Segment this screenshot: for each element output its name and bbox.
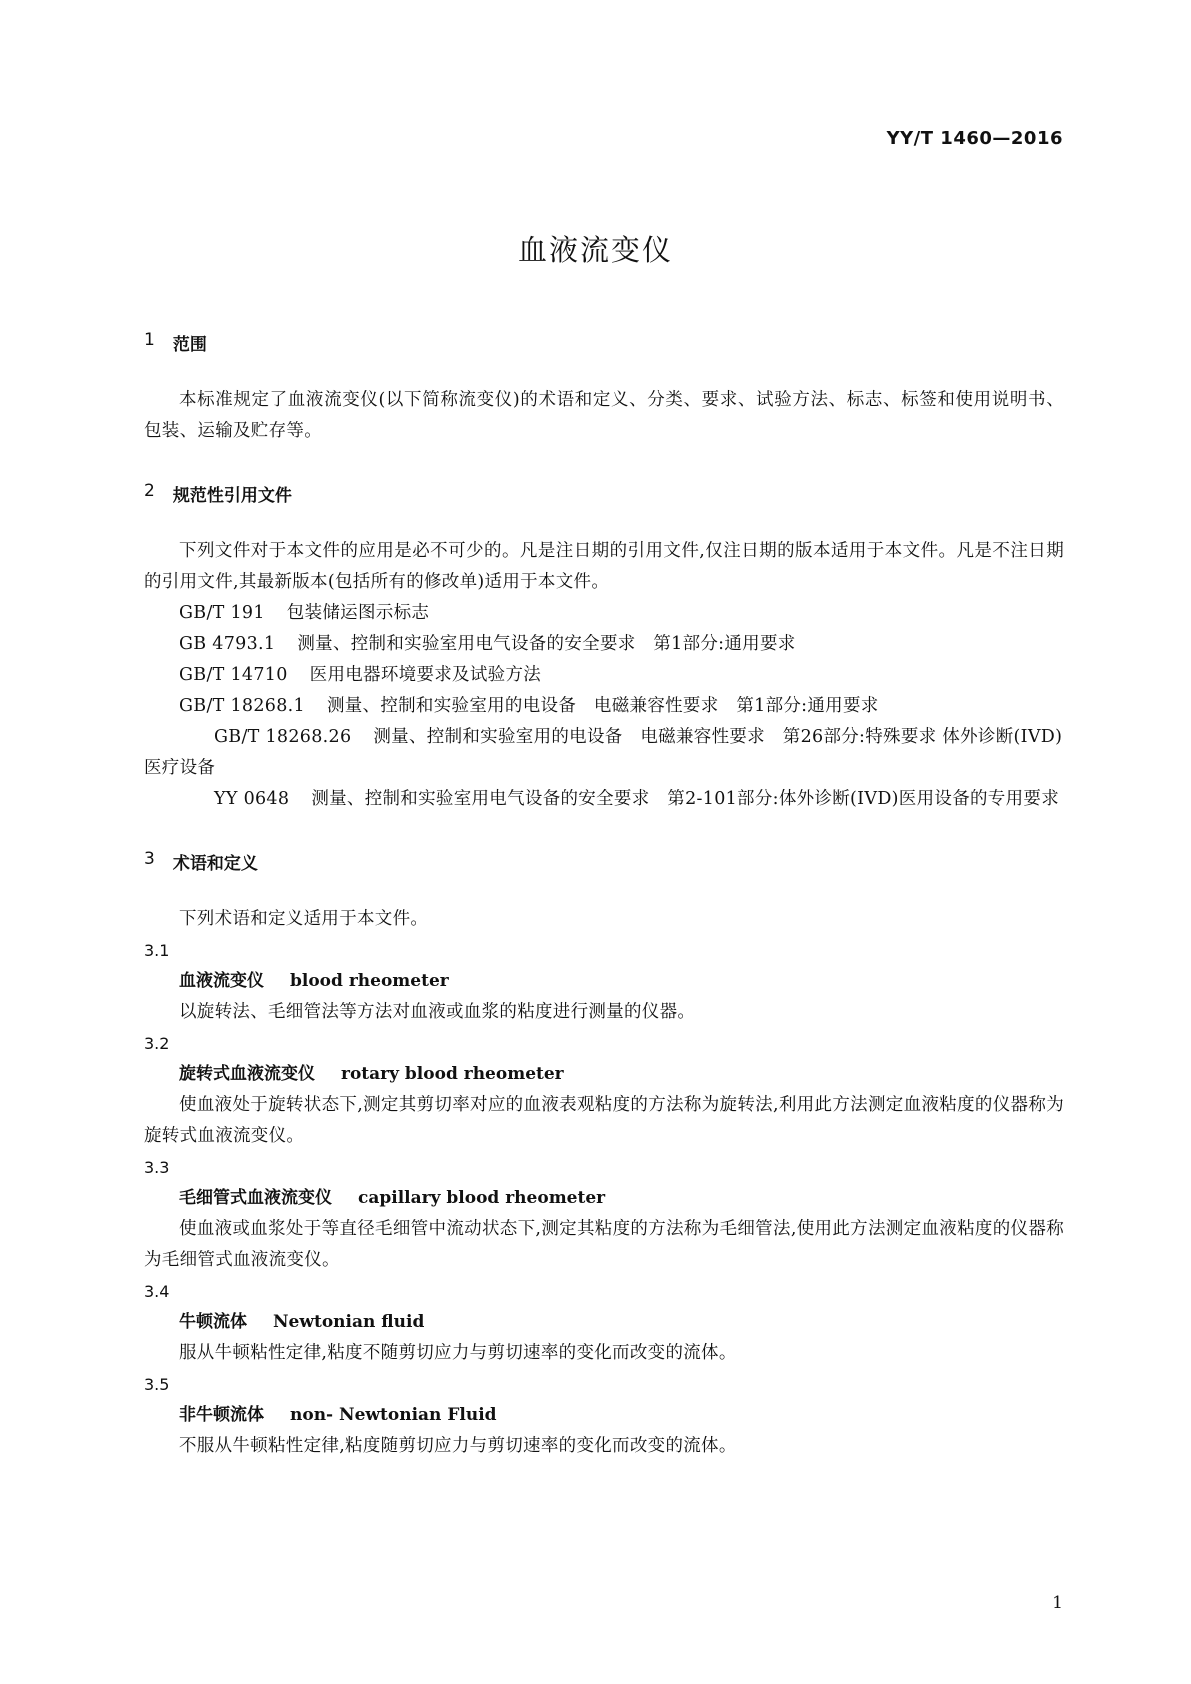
reference-title: 测量、控制和实验室用电气设备的安全要求 第1部分:通用要求 [297,634,796,654]
references-intro: 下列文件对于本文件的应用是必不可少的。凡是注日期的引用文件,仅注日期的版本适用于本文件。凡是不注日期的引用文件,其最新版本(包括所有的修改单)适用于本文件。 [144,541,1064,592]
term-number: 3.2 [144,1034,170,1053]
term-zh: 旋转式血液流变仪 [179,1064,315,1084]
term-name [144,1307,1064,1338]
term-en: blood rheometer [290,971,449,991]
term-definition: 不服从牛顿粘性定律,粘度随剪切应力与剪切速率的变化而改变的流体。 [179,1436,737,1456]
document-body [144,330,1064,1462]
term-number: 3.4 [144,1282,170,1301]
reference-code: GB/T 191 [179,603,265,623]
term-en: Newtonian fluid [273,1312,425,1332]
page-number: 1 [1052,1593,1063,1613]
reference-title: 包装储运图示标志 [286,603,430,623]
page-title: 血液流变仪 [517,233,673,267]
scope-paragraph: 本标准规定了血液流变仪(以下简称流变仪)的术语和定义、分类、要求、试验方法、标志、标签和使用说明书、包装、运输及贮存等。 [144,390,1064,441]
term-definition: 使血液或血浆处于等直径毛细管中流动状态下,测定其粘度的方法称为毛细管法,使用此方法测定血液粘度的仪器称为毛细管式血液流变仪。 [144,1219,1064,1270]
section-number: 2 [144,481,155,501]
section-heading-scope [144,330,1064,355]
reference-item [144,784,1064,815]
section-title: 范围 [172,335,207,355]
section-title: 规范性引用文件 [172,486,292,506]
term-number: 3.5 [144,1375,170,1394]
reference-code: GB/T 18268.26 [214,727,352,747]
term-zh: 毛细管式血液流变仪 [179,1188,332,1208]
term-zh: 牛顿流体 [179,1312,247,1332]
reference-item [144,691,1064,722]
section-heading-normative-references [144,481,1064,506]
section-number: 3 [144,849,155,869]
term-en: capillary blood rheometer [358,1188,606,1208]
reference-title: 测量、控制和实验室用电气设备的安全要求 第2-101部分:体外诊断(IVD)医用设备的专用要求 [311,789,1059,809]
reference-code: GB/T 14710 [179,665,288,685]
standard-code: YY/T 1460—2016 [886,128,1063,149]
reference-item [144,660,1064,691]
term-name [144,1183,1064,1214]
term-en: rotary blood rheometer [341,1064,564,1084]
reference-item [144,629,1064,660]
section-heading-terms [144,849,1064,874]
term-name [144,1400,1064,1431]
term-number: 3.3 [144,1158,170,1177]
reference-item [144,598,1064,629]
reference-code: YY 0648 [214,789,290,809]
reference-code: GB/T 18268.1 [179,696,305,716]
reference-title: 医用电器环境要求及试验方法 [309,665,542,685]
term-number: 3.1 [144,941,170,960]
reference-code: GB 4793.1 [179,634,276,654]
reference-title: 测量、控制和实验室用的电设备 电磁兼容性要求 第26部分:特殊要求 体外诊断(IVD)医疗设备 [144,727,1063,778]
section-number: 1 [144,330,155,350]
term-definition: 使血液处于旋转状态下,测定其剪切率对应的血液表观粘度的方法称为旋转法,利用此方法测定血液粘度的仪器称为旋转式血液流变仪。 [144,1095,1064,1146]
reference-title: 测量、控制和实验室用的电设备 电磁兼容性要求 第1部分:通用要求 [326,696,879,716]
term-definition: 以旋转法、毛细管法等方法对血液或血浆的粘度进行测量的仪器。 [179,1002,696,1022]
section-title: 术语和定义 [172,854,258,874]
term-name [144,966,1064,997]
term-en: non- Newtonian Fluid [290,1405,497,1425]
term-zh: 血液流变仪 [179,971,264,991]
term-name [144,1059,1064,1090]
term-definition: 服从牛顿粘性定律,粘度不随剪切应力与剪切速率的变化而改变的流体。 [179,1343,737,1363]
term-zh: 非牛顿流体 [179,1405,264,1425]
reference-item [144,722,1064,784]
terms-intro: 下列术语和定义适用于本文件。 [179,909,429,929]
